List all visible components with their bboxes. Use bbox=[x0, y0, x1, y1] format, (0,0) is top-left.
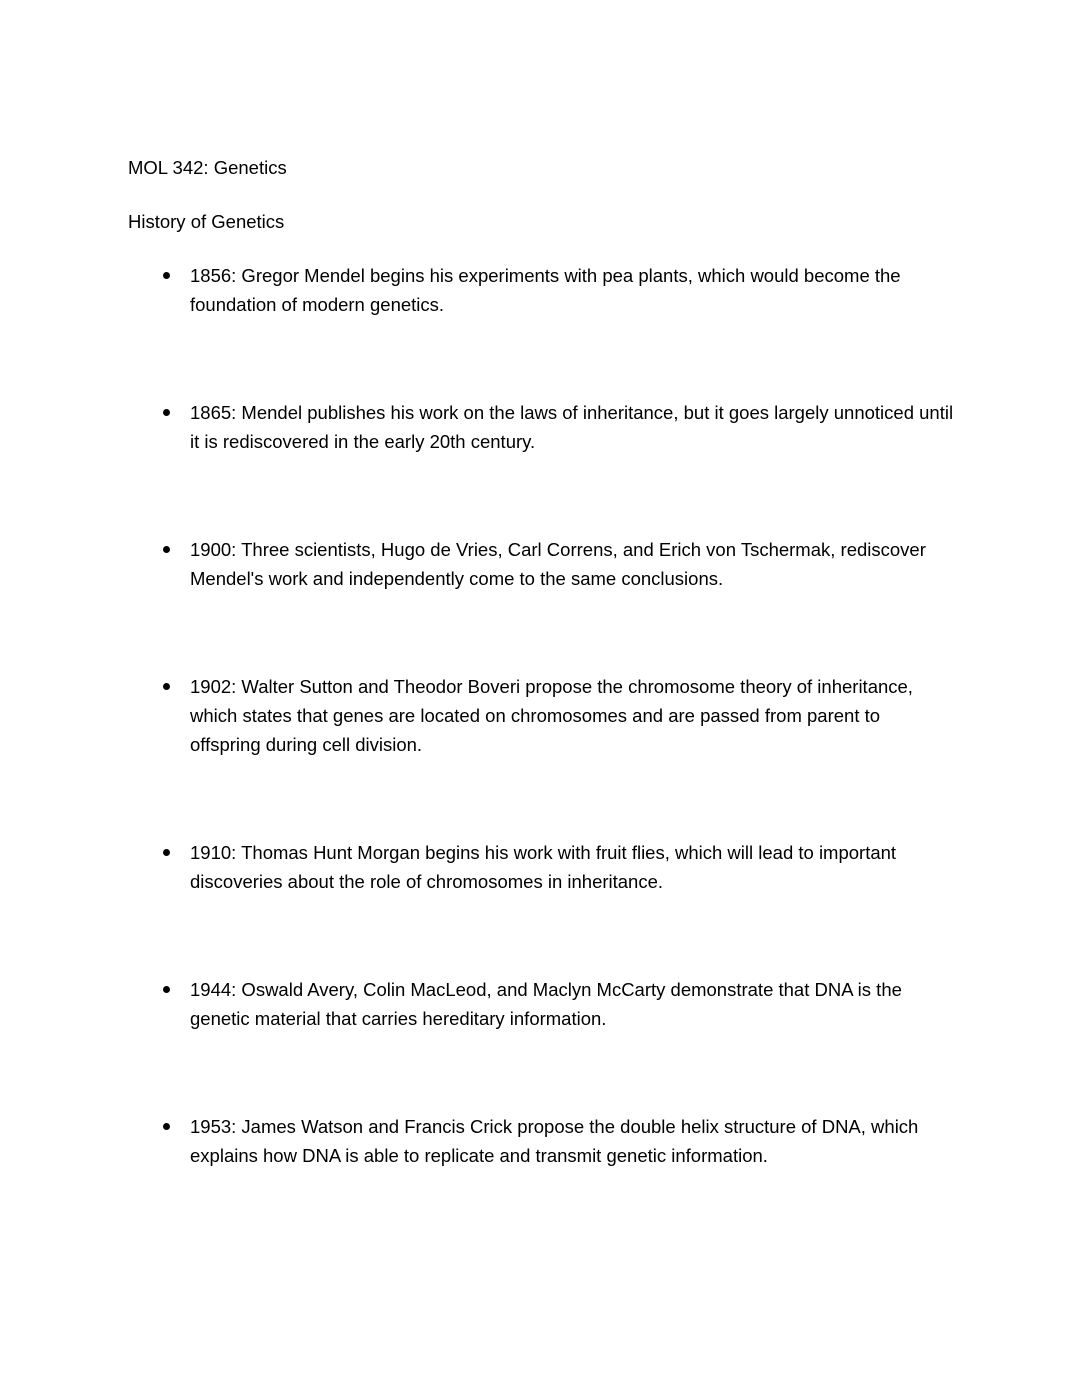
list-item-text: 1902: Walter Sutton and Theodor Boveri propose the chromosome theory of inheritance, which states that genes are located on chromosomes and are passed from parent to offspring during cell division. bbox=[190, 676, 913, 755]
bullet-icon bbox=[163, 986, 170, 993]
bullet-icon bbox=[163, 409, 170, 416]
bullet-icon bbox=[163, 546, 170, 553]
list-item-text: 1900: Three scientists, Hugo de Vries, Carl Correns, and Erich von Tschermak, rediscover Mendel's work and independently come to the same conclusions. bbox=[190, 539, 926, 589]
list-item-1902 bbox=[190, 672, 954, 759]
bullet-icon bbox=[163, 683, 170, 690]
list-item-text: 1910: Thomas Hunt Morgan begins his work with fruit flies, which will lead to important discoveries about the role of chromosomes in inheritance. bbox=[190, 842, 897, 892]
document-subtitle: History of Genetics bbox=[128, 211, 285, 232]
list-item-text: 1953: James Watson and Francis Crick propose the double helix structure of DNA, which explains how DNA is able to replicate and transmit genetic information. bbox=[190, 1116, 919, 1166]
list-item-text: 1944: Oswald Avery, Colin MacLeod, and Maclyn McCarty demonstrate that DNA is the genetic material that carries hereditary information. bbox=[190, 979, 902, 1029]
bullet-icon bbox=[163, 849, 170, 856]
list-item-1865 bbox=[190, 398, 954, 456]
list-item-1910 bbox=[190, 838, 954, 896]
document-title: MOL 342: Genetics bbox=[128, 157, 287, 178]
list-item-text: 1865: Mendel publishes his work on the laws of inheritance, but it goes largely unnoticed until it is rediscovered in the early 20th century. bbox=[190, 402, 954, 452]
list-item-text: 1856: Gregor Mendel begins his experiments with pea plants, which would become the foundation of modern genetics. bbox=[190, 265, 901, 315]
list-item-1944 bbox=[190, 975, 954, 1033]
list-item-1856 bbox=[190, 261, 954, 319]
list-item-1953 bbox=[190, 1112, 954, 1170]
list-item-1900 bbox=[190, 535, 954, 593]
bullet-icon bbox=[163, 1123, 170, 1130]
bullet-icon bbox=[163, 272, 170, 279]
timeline-list bbox=[128, 261, 954, 1170]
